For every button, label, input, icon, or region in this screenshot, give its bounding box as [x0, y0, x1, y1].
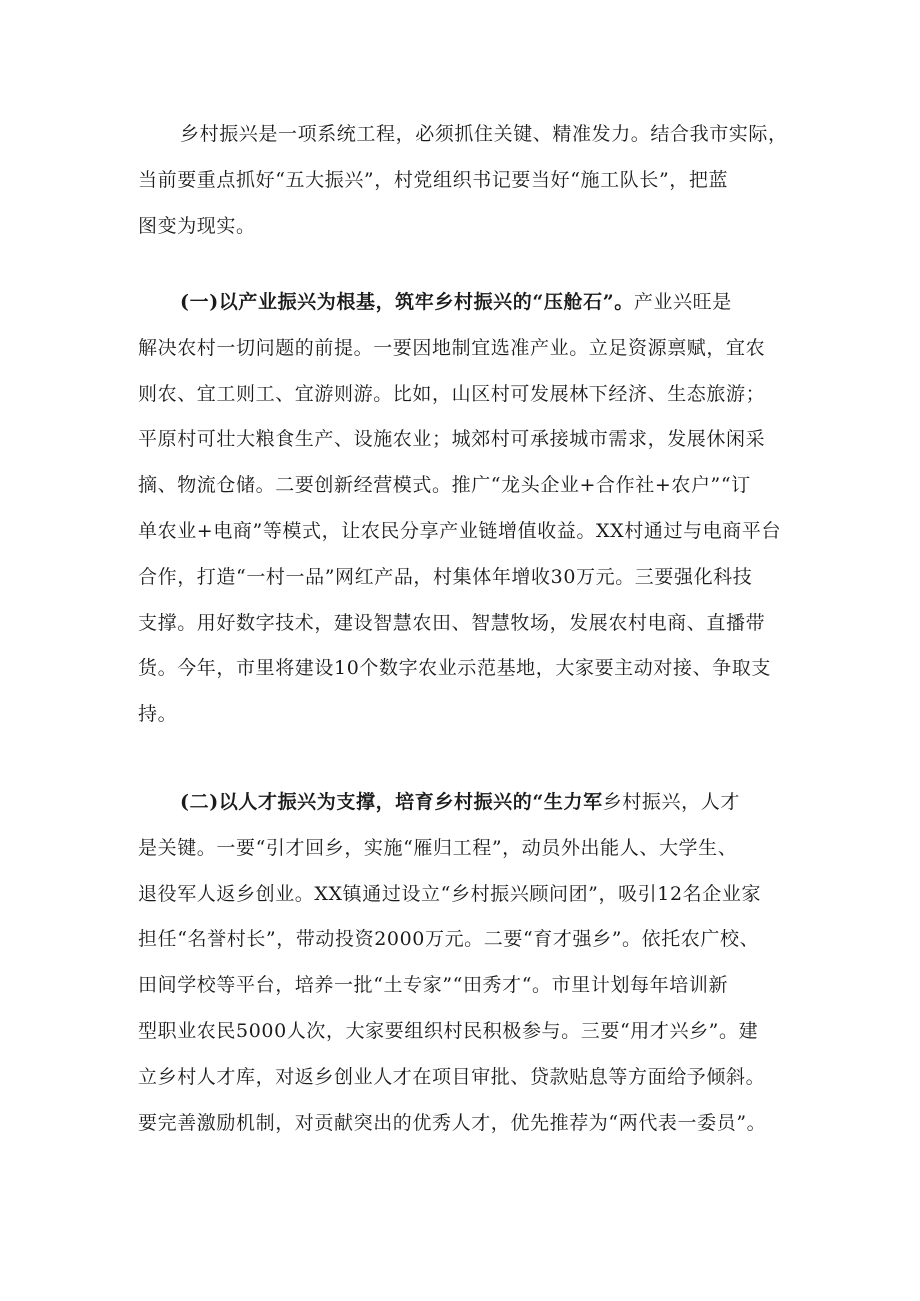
- section-one-first-line: [138, 280, 798, 326]
- text-line: 货。今年，市里将建设10个数字农业示范基地，大家要主动对接、争取支: [138, 657, 771, 680]
- section-two-first-line-text: 乡村振兴，人才: [602, 791, 740, 813]
- section-two-first-line: [138, 780, 798, 826]
- text-line: 是关键。一要“引才回乡，实施“雁归工程”，动员外出能人、大学生、: [138, 836, 738, 859]
- text-line: 持。: [138, 703, 178, 726]
- text-line: 图变为现实。: [138, 214, 256, 237]
- text-line: 合作，打造“一村一品”网红产品，村集体年增收30万元。三要强化科技: [138, 565, 753, 588]
- text-line: 田间学校等平台，培养一批“土专家”“田秀才“。市里计划每年培训新: [138, 974, 729, 997]
- text-line: 立乡村人才库，对返乡创业人才在项目审批、贷款贴息等方面给予倾斜。: [138, 1065, 766, 1088]
- text-line: 摘、物流仓储。二要创新经营模式。推广“龙头企业+合作社+农户”“订: [138, 474, 751, 497]
- section-two-paragraph: [138, 780, 798, 1146]
- section-one-heading: (一)以产业振兴为根基，筑牢乡村振兴的“压舱石”。: [180, 291, 634, 313]
- section-one-first-line-text: 产业兴旺是: [633, 291, 732, 313]
- text-line: 解决农村一切问题的前提。一要因地制宜选准产业。立足资源禀赋，宜农: [138, 336, 766, 359]
- text-line: 支撑。用好数字技术，建设智慧农田、智慧牧场，发展农村电商、直播带: [138, 611, 766, 634]
- section-two-heading: (二)以人才振兴为支撑，培育乡村振兴的“生力军: [180, 791, 603, 813]
- text-line: 乡村振兴是一项系统工程，必须抓住关键、精准发力。结合我市实际，: [180, 123, 788, 145]
- intro-paragraph: [138, 112, 798, 249]
- text-line: 则农、宜工则工、宜游则游。比如，山区村可发展林下经济、生态旅游；: [138, 382, 766, 405]
- text-line: 单农业+电商”等模式，让农民分享产业链增值收益。XX村通过与电商平台: [138, 519, 782, 542]
- text-line: 当前要重点抓好“五大振兴”，村党组织书记要当好“施工队长”，把蓝: [138, 168, 729, 191]
- text-line: 平原村可壮大粮食生产、设施农业；城郊村可承接城市需求，发展休闲采: [138, 428, 766, 451]
- text-line: 型职业农民5000人次，大家要组织村民积极参与。三要“用才兴乡”。建: [138, 1019, 759, 1042]
- text-line: 担任“名誉村长”，带动投资2000万元。二要“育才强乡”。依托农广校、: [138, 928, 760, 951]
- section-one-paragraph: [138, 280, 798, 738]
- text-line: 退役军人返乡创业。XX镇通过设立“乡村振兴顾问团”，吸引12名企业家: [138, 882, 762, 905]
- text-line: 要完善激励机制，对贡献突出的优秀人才，优先推荐为“两代表一委员”。: [138, 1111, 767, 1134]
